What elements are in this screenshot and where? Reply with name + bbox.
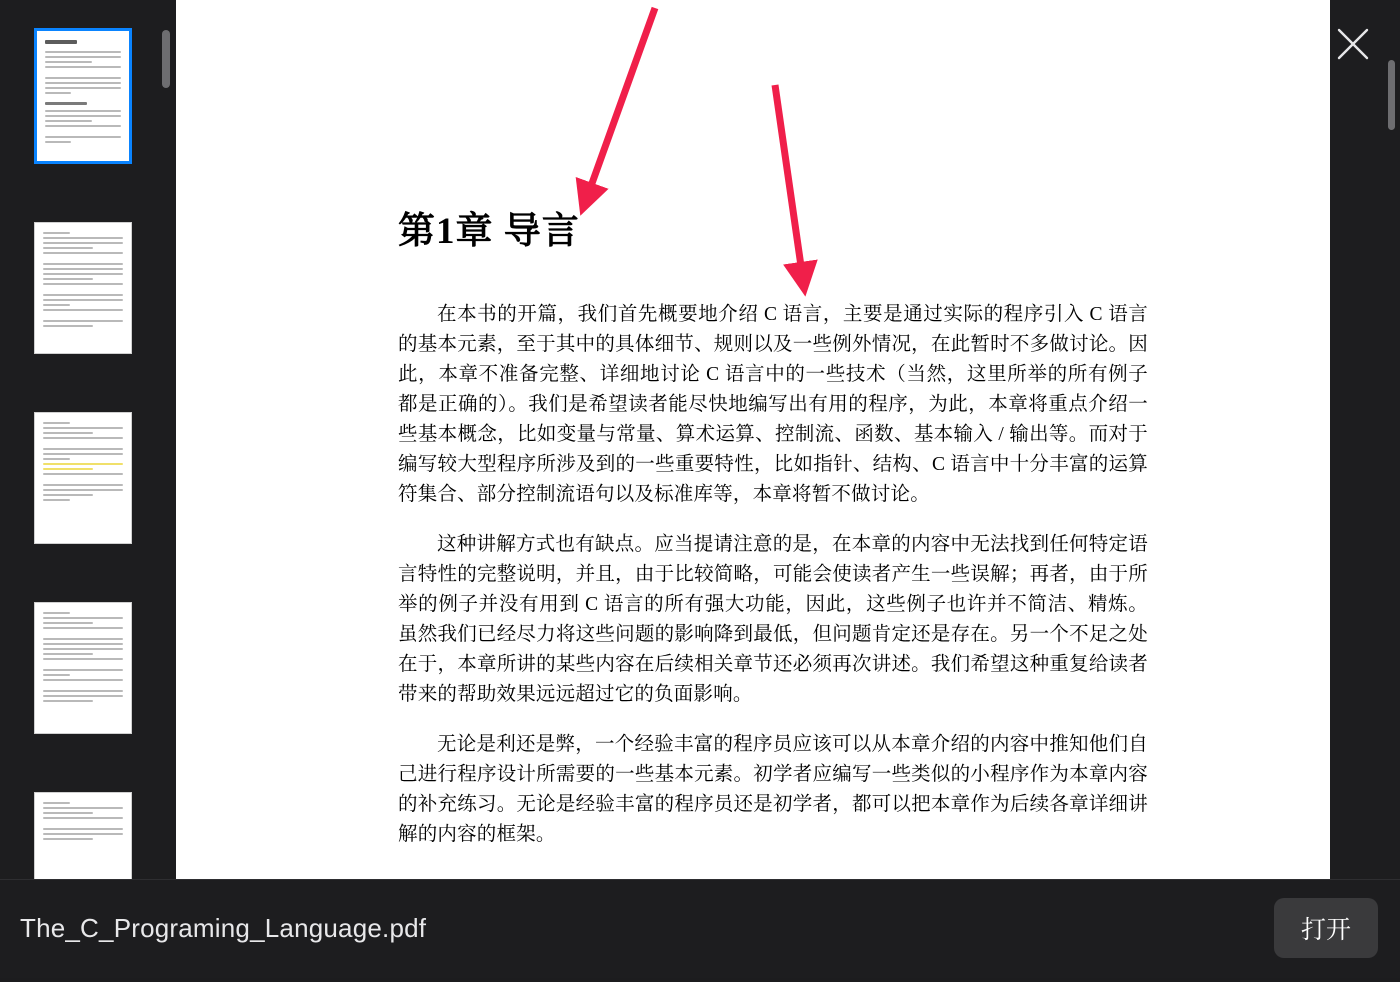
page-content [176,0,1330,923]
open-button[interactable]: 打开 [1274,898,1378,958]
thumbnail-page-preview [35,413,131,543]
thumbnail-page-3[interactable] [34,412,132,544]
sidebar-scrollbar-thumb[interactable] [162,30,170,88]
close-icon[interactable] [1336,27,1370,61]
page-title: 第1章 导言 [398,211,580,252]
page-scroll-area[interactable] [176,0,1400,880]
thumbnail-page-preview [35,603,131,733]
thumbnail-page-preview [37,31,129,161]
thumbnail-page-2[interactable] [34,222,132,354]
thumbnail-list [0,0,166,982]
thumbnail-sidebar[interactable] [0,0,176,880]
thumbnail-page-4[interactable] [34,602,132,734]
paragraph-2: 这种讲解方式也有缺点。应当提请注意的是，在本章的内容中无法找到任何特定语言特性的完整说明，并且，由于比较简略，可能会使读者产生一些误解；再者，由于所举的例子并没有用到 C 语言的所有强大功能，因此，这些例子也许并不简洁、精炼。虽然我们已经尽力将这些问题的影响降到最低，但问题肯定还是存在。另一个不足之处在于，本章所讲的某些内容在后续相关章节还必须再次讲述。我们希望这种重复给读者带来的帮助效果远远超过它的负面影响。 [398,534,1148,705]
pdf-page [176,0,1330,880]
bottom-toolbar [0,879,1400,978]
file-name-label: The_C_Programing_Language.pdf [20,913,427,943]
page-scrollbar-thumb[interactable] [1388,60,1395,130]
sidebar-scrollbar-track[interactable] [162,28,170,858]
thumbnail-page-preview [35,223,131,353]
paragraph-1: 在本书的开篇，我们首先概要地介绍 C 语言，主要是通过实际的程序引入 C 语言的基本元素，至于其中的具体细节、规则以及一些例外情况，在此暂时不多做讨论。因此，本章不准备完整、详细地讨论 C 语言中的一些技术（当然，这里所举的所有例子都是正确的）。我们是希望读者能尽快地编写出有用的程序，为此，本章将重点介绍一些基本概念，比如变量与常量、算术运算、控制流、函数、基本输入 / 输出等。而对于编写较大型程序所涉及到的一些重要特性，比如指针、结构、C 语言中十分丰富的运算符集合、部分控制流语句以及标准库等，本章将暂不做讨论。 [398,304,1148,505]
thumbnail-page-1[interactable] [34,28,132,164]
paragraph-3: 无论是利还是弊，一个经验丰富的程序员应该可以从本章介绍的内容中推知他们自己进行程序设计所需要的一些基本元素。初学者应编写一些类似的小程序作为本章内容的补充练习。无论是经验丰富的程序员还是初学者，都可以把本章作为后续各章详细讲解的内容的框架。 [398,734,1148,845]
